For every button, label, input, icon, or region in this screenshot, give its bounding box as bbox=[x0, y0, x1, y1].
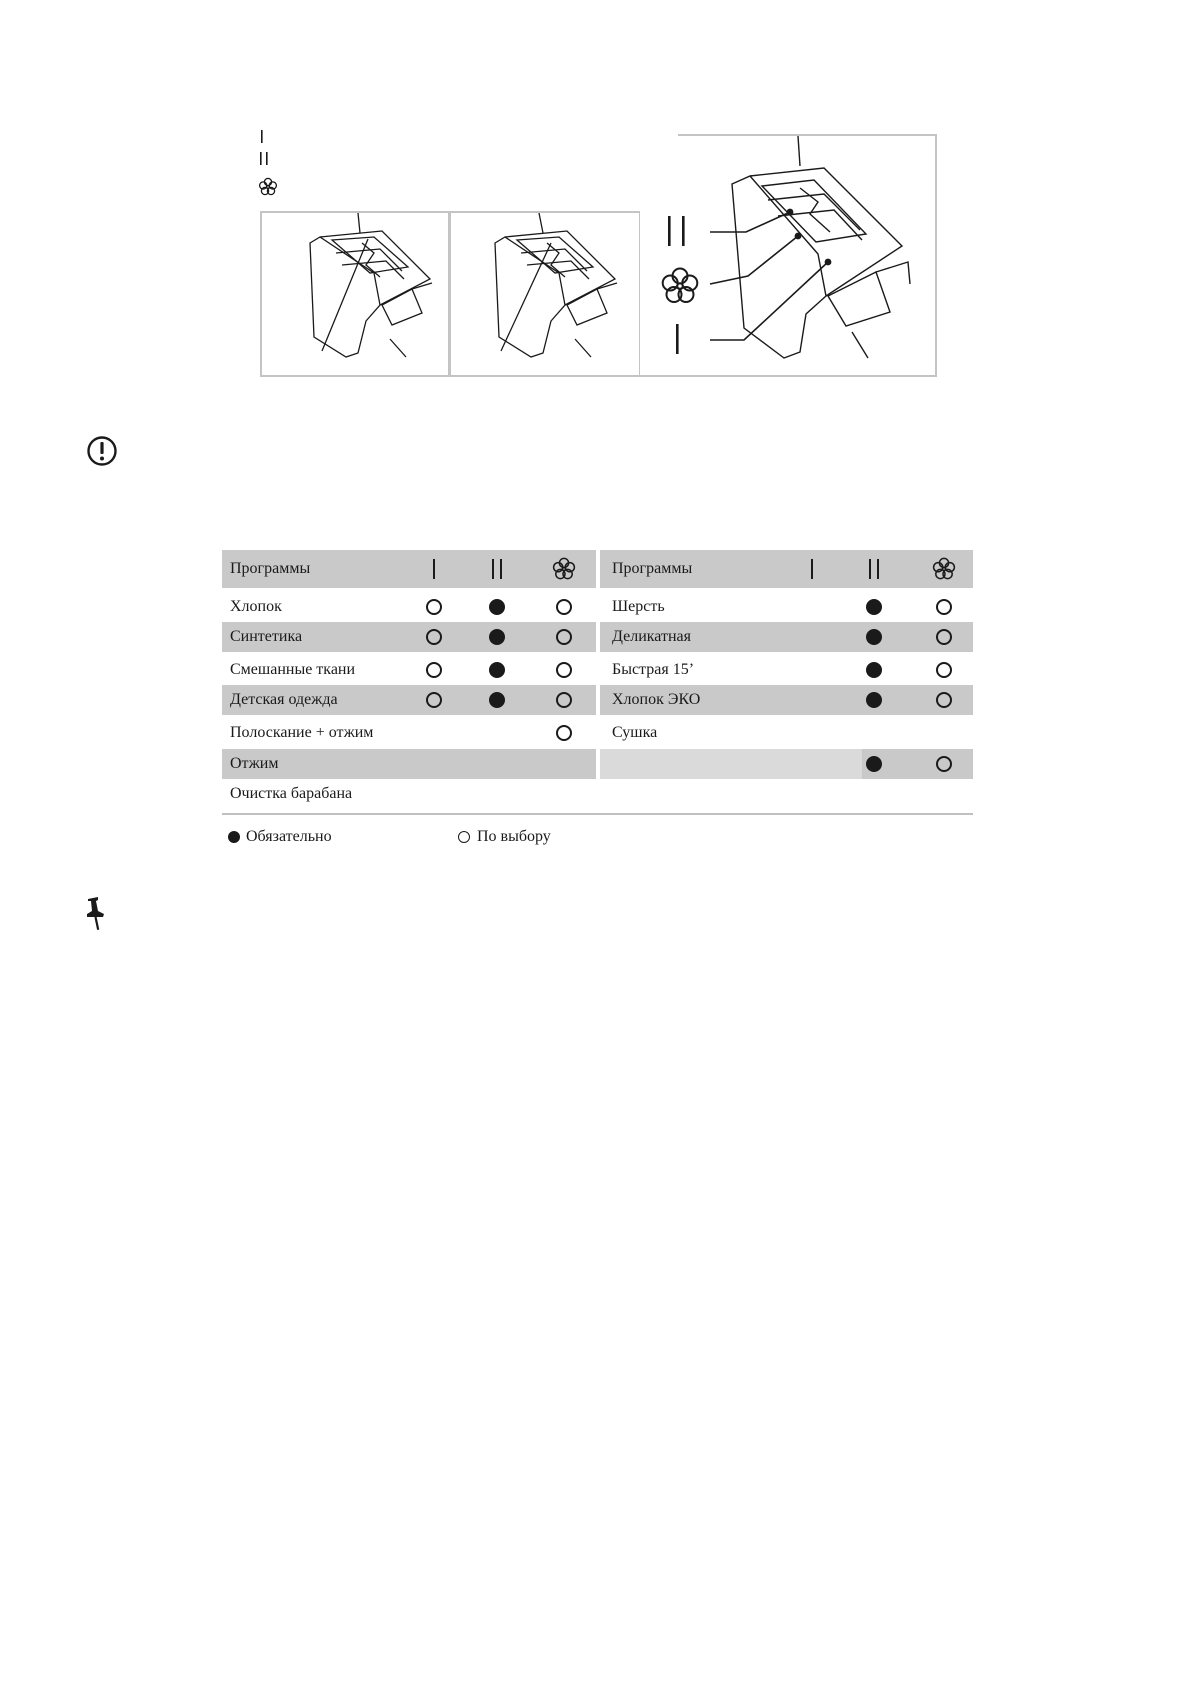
right-II-required-mark bbox=[866, 756, 882, 772]
left-II-required-mark bbox=[489, 629, 505, 645]
table-row bbox=[222, 655, 973, 685]
empty-circle-icon bbox=[458, 831, 470, 843]
legend-optional-label: По выбору bbox=[477, 828, 551, 845]
compartment-II-icon bbox=[668, 216, 685, 246]
left-program-label: Полоскание + отжим bbox=[230, 724, 374, 741]
filled-circle-icon bbox=[228, 831, 240, 843]
marks-legend bbox=[228, 825, 728, 849]
right-II-required-mark bbox=[866, 692, 882, 708]
compartment-II-icon bbox=[492, 559, 502, 579]
dispenser-drawing-b bbox=[451, 213, 639, 375]
left-program-label: Детская одежда bbox=[230, 691, 338, 708]
right-program-label: Сушка bbox=[612, 724, 658, 741]
flower-icon bbox=[551, 556, 577, 582]
right-program-label: Шерсть bbox=[612, 598, 665, 615]
left-I-optional-mark bbox=[426, 692, 442, 708]
left-flower-optional-mark bbox=[556, 662, 572, 678]
dispenser-illustration-c bbox=[640, 134, 937, 377]
table-header-row bbox=[222, 550, 973, 588]
right-program-label: Быстрая 15’ bbox=[612, 661, 695, 678]
left-flower-optional-mark bbox=[556, 629, 572, 645]
right-program-label: Хлопок ЭКО bbox=[612, 691, 701, 708]
flower-icon bbox=[260, 178, 277, 194]
compartment-I-icon bbox=[261, 130, 263, 143]
right-flower-optional-mark bbox=[936, 629, 952, 645]
callout-leaders bbox=[710, 212, 828, 340]
left-program-label: Очистка барабана bbox=[230, 785, 353, 802]
table-row bbox=[222, 749, 973, 779]
compartment-II-icon bbox=[260, 152, 268, 165]
table-row bbox=[222, 779, 973, 809]
right-II-required-mark bbox=[866, 662, 882, 678]
right-flower-optional-mark bbox=[936, 662, 952, 678]
left-header-label: Программы bbox=[230, 560, 311, 577]
left-flower-optional-mark bbox=[556, 692, 572, 708]
dispenser-illustration-a bbox=[260, 211, 450, 377]
left-II-required-mark bbox=[489, 692, 505, 708]
left-program-label: Хлопок bbox=[230, 598, 282, 615]
dispenser-drawing-a bbox=[262, 213, 448, 375]
compartment-I-icon bbox=[676, 324, 679, 354]
right-program-label: Деликатная bbox=[612, 628, 691, 645]
callout-dot-II bbox=[787, 209, 794, 216]
flower-icon bbox=[663, 269, 698, 303]
compartment-I-icon bbox=[811, 559, 813, 579]
left-flower-optional-mark bbox=[556, 725, 572, 741]
right-flower-optional-mark bbox=[936, 599, 952, 615]
flower-icon bbox=[931, 556, 957, 582]
legend-optional bbox=[458, 825, 551, 849]
right-flower-optional-mark bbox=[936, 692, 952, 708]
left-program-label: Синтетика bbox=[230, 628, 303, 645]
right-II-required-mark bbox=[866, 599, 882, 615]
table-row bbox=[222, 685, 973, 715]
right-II-required-mark bbox=[866, 629, 882, 645]
callout-dot-I bbox=[825, 259, 832, 266]
table-row bbox=[222, 592, 973, 622]
left-program-label: Смешанные ткани bbox=[230, 661, 356, 678]
compartment-II-icon bbox=[869, 559, 879, 579]
left-I-optional-mark bbox=[426, 629, 442, 645]
left-II-required-mark bbox=[489, 599, 505, 615]
right-flower-optional-mark bbox=[936, 756, 952, 772]
pushpin-icon bbox=[84, 897, 108, 931]
table-row bbox=[222, 718, 973, 748]
compartment-I-icon bbox=[433, 559, 435, 579]
exclamation-circle-icon bbox=[86, 435, 118, 467]
left-program-label: Отжим bbox=[230, 755, 279, 772]
table-row bbox=[222, 622, 973, 652]
left-I-optional-mark bbox=[426, 599, 442, 615]
right-header-label: Программы bbox=[612, 560, 693, 577]
legend-required bbox=[228, 825, 332, 849]
compartment-symbol-legend bbox=[258, 128, 298, 198]
panel-frame-gap bbox=[640, 132, 678, 138]
dispenser-drawing-c bbox=[640, 136, 935, 375]
left-II-required-mark bbox=[489, 662, 505, 678]
dispenser-illustration-b bbox=[449, 211, 641, 377]
table-bottom-rule bbox=[222, 813, 973, 815]
callout-dot-flower bbox=[795, 233, 802, 240]
left-I-optional-mark bbox=[426, 662, 442, 678]
legend-required-label: Обязательно bbox=[246, 828, 332, 845]
left-flower-optional-mark bbox=[556, 599, 572, 615]
